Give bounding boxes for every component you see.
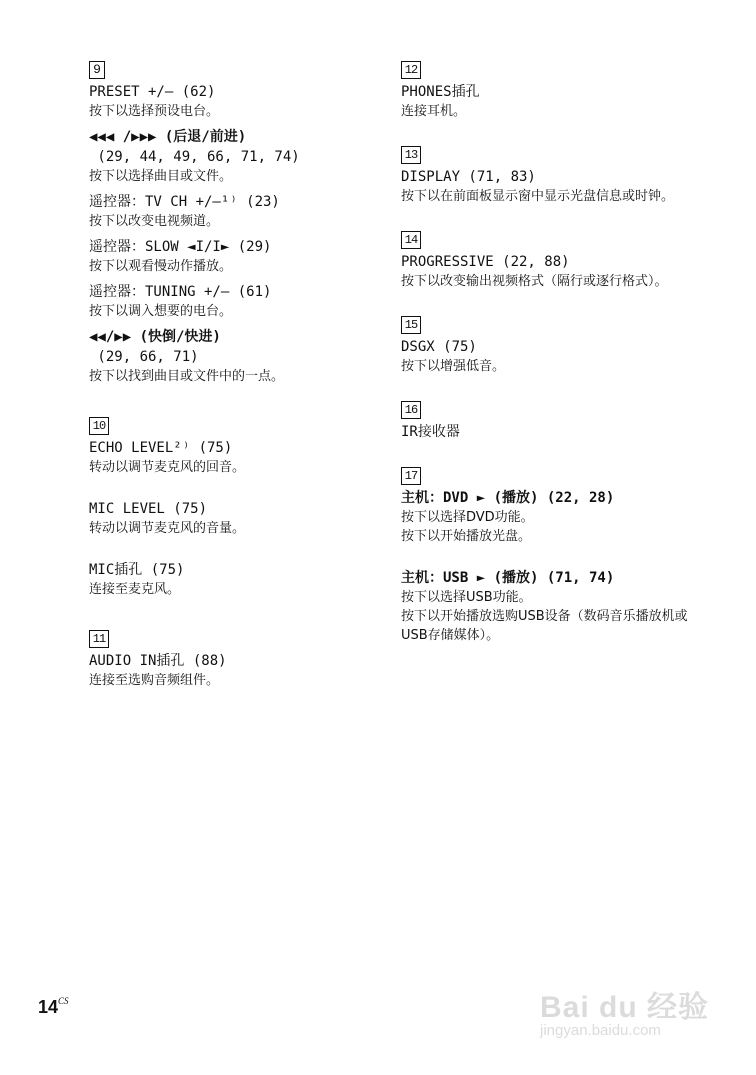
slow-item (89, 237, 389, 276)
section-14 (401, 228, 701, 291)
display-desc: 按下以在前面板显示窗中显示光盘信息或时钟。 (401, 189, 675, 204)
skip-desc: 按下以选择曲目或文件。 (89, 169, 233, 184)
right-column (401, 58, 701, 651)
slow-desc: 按下以观看慢动作播放。 (89, 259, 233, 274)
page-number (38, 990, 69, 1018)
dsgx-heading: DSGX (75) (401, 339, 477, 355)
ir-receiver-heading: IR接收器 (401, 424, 460, 440)
section-number-10: 10 (89, 417, 109, 435)
left-column (89, 58, 389, 696)
section-number-9: 9 (89, 61, 105, 79)
section-9 (89, 58, 389, 386)
section-number-16: 16 (401, 401, 421, 419)
dsgx-desc: 按下以增强低音。 (401, 359, 506, 374)
tuning-item (89, 282, 389, 321)
preset-desc: 按下以选择预设电台。 (89, 104, 220, 119)
watermark-brand: Bai du 经验 (540, 991, 710, 1024)
section-13 (401, 143, 701, 206)
audio-in-desc: 连接至选购音频组件。 (89, 673, 220, 688)
tv-ch-heading: 遥控器：TV CH +/–¹⁾ (23) (89, 194, 280, 210)
skip-pages: (29, 44, 49, 66, 71, 74) (89, 149, 300, 165)
watermark-url: jingyan.baidu.com (540, 1022, 661, 1039)
echo-desc: 转动以调节麦克风的回音。 (89, 460, 246, 475)
mic-level-heading: MIC LEVEL (75) (89, 501, 208, 517)
dvd-play-desc: 按下以选择DVD功能。 (401, 510, 534, 525)
display-heading: DISPLAY (71, 83) (401, 169, 536, 185)
echo-heading: ECHO LEVEL²⁾ (75) (89, 440, 233, 456)
preset-heading: PRESET +/– (62) (89, 84, 216, 100)
section-number-17: 17 (401, 467, 421, 485)
progressive-heading: PROGRESSIVE (22, 88) (401, 254, 570, 270)
section-number-11: 11 (89, 630, 109, 648)
page-number-suffix: CS (58, 996, 69, 1006)
tv-ch-item (89, 192, 389, 231)
dvd-play-desc-2: 按下以开始播放光盘。 (401, 529, 532, 544)
mic-jack-desc: 连接至麦克风。 (89, 582, 181, 597)
tv-ch-desc: 按下以改变电视频道。 (89, 214, 220, 229)
dvd-play-item (401, 488, 701, 546)
preset-item (89, 82, 389, 121)
skip-item (89, 127, 389, 186)
usb-play-heading: 主机：USB ► (播放) (71, 74) (401, 570, 615, 586)
section-16 (401, 398, 701, 442)
usb-play-desc-2: 按下以开始播放选购USB设备（数码音乐播放机或USB存储媒体）。 (401, 609, 688, 643)
scan-item (89, 327, 389, 386)
baidu-watermark (540, 962, 730, 1052)
slow-heading: 遥控器：SLOW ◄I/I► (29) (89, 239, 272, 255)
section-11 (89, 627, 389, 690)
scan-pages: (29, 66, 71) (89, 349, 199, 365)
section-12 (401, 58, 701, 121)
section-15 (401, 313, 701, 376)
scan-heading: ◀◀/▶▶ (快倒/快进) (89, 329, 221, 345)
section-number-12: 12 (401, 61, 421, 79)
tuning-heading: 遥控器：TUNING +/– (61) (89, 284, 272, 300)
mic-level-item (89, 499, 389, 538)
audio-in-heading: AUDIO IN插孔 (88) (89, 653, 227, 669)
mic-jack-heading: MIC插孔 (75) (89, 562, 185, 578)
page-number-value: 14 (38, 997, 59, 1017)
section-17 (401, 464, 701, 645)
scan-desc: 按下以找到曲目或文件中的一点。 (89, 369, 285, 384)
audio-in-item (89, 651, 389, 690)
skip-heading: ◀◀◀ /▶▶▶ (后退/前进) (89, 129, 247, 145)
usb-play-desc: 按下以选择USB功能。 (401, 590, 532, 605)
section-number-14: 14 (401, 231, 421, 249)
mic-jack-item (89, 560, 389, 599)
echo-item (89, 438, 389, 477)
progressive-desc: 按下以改变输出视频格式（隔行或逐行格式）。 (401, 274, 668, 289)
section-number-15: 15 (401, 316, 421, 334)
section-number-13: 13 (401, 146, 421, 164)
mic-level-desc: 转动以调节麦克风的音量。 (89, 521, 246, 536)
section-10 (89, 414, 389, 599)
phones-desc: 连接耳机。 (401, 104, 467, 119)
dvd-play-heading: 主机：DVD ► (播放) (22, 28) (401, 490, 615, 506)
usb-play-item (401, 568, 701, 645)
phones-heading: PHONES插孔 (401, 84, 480, 100)
tuning-desc: 按下以调入想要的电台。 (89, 304, 233, 319)
